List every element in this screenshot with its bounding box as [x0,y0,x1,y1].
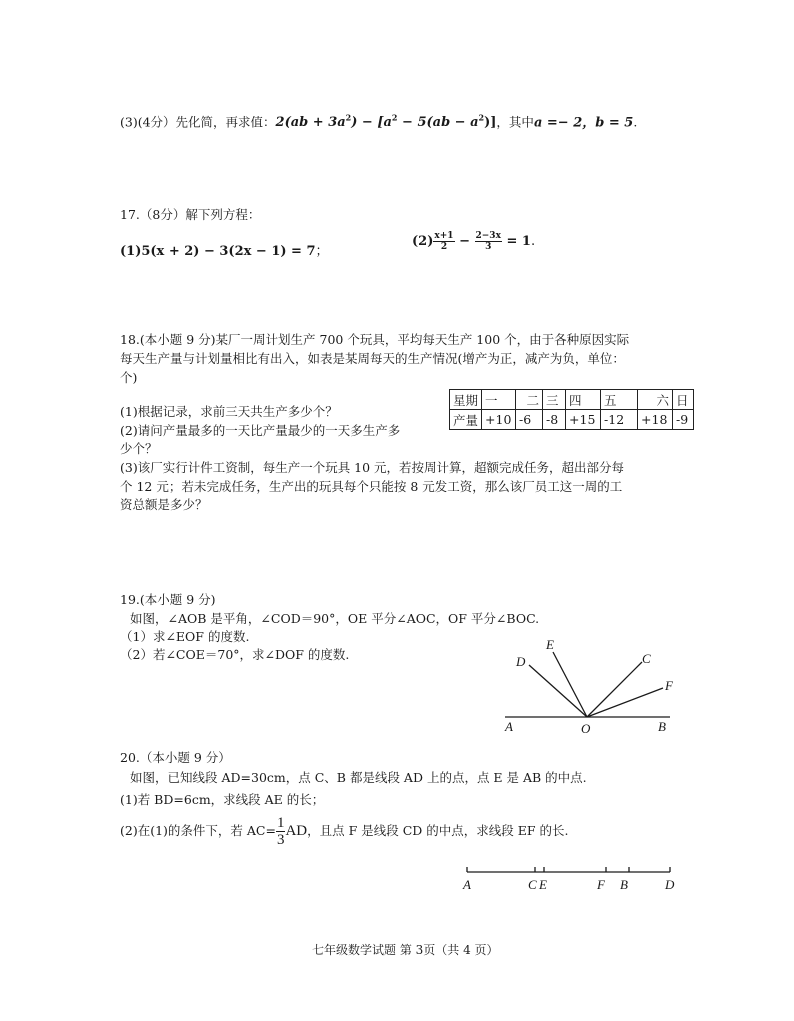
table-cell: 一 [482,390,516,410]
label-B: B [620,877,628,892]
table-cell: 四 [566,390,601,410]
table-cell: +10 [482,410,516,430]
q18-line-1: 18.(本小题 9 分)某厂一周计划生产 700 个玩具，平均每天生产 100 个，由于各种原因实际 [120,332,630,347]
label-D: D [516,654,526,669]
q17-equation-1: (1)5(x + 2) − 3(2x − 1) = 7； [120,244,329,259]
ray-OE [553,652,587,717]
q20-header: 20.（本小题 9 分） [120,750,231,765]
q16-3-expression: $2(ab + 3a^2) - [a^2 - 5(ab - a^2)]$ [275,113,497,131]
production-table [449,389,694,430]
label-A: A [463,877,471,892]
q17-fraction-2: $\frac{2-3x}{3}$ [475,231,501,252]
q16-3-prefix: (3)(4分）先化简，再求值： [120,114,276,130]
table-cell: 日 [673,390,694,410]
page-footer: 七年级数学试题 第 3页（共 4 页） [312,943,499,957]
label-B: B [658,719,666,734]
segment-figure [455,860,685,896]
table-row-days [450,390,694,410]
label-D: D [665,877,675,892]
table-cell: 六 [638,390,673,410]
table-cell: 五 [601,390,638,410]
label-F: F [665,678,673,693]
q20-line-1: 如图，已知线段 AD=30cm，点 C、B 都是线段 AD 上的点，点 E 是 AB 的中点. [130,770,587,785]
ray-OC [587,662,642,717]
table-header-output: 产量 [450,410,482,430]
q17-header: 17.（8分）解下列方程： [120,207,261,222]
label-E: E [546,637,554,652]
table-row-output [450,410,694,430]
label-A: A [505,719,513,734]
q18-sub-2b: 少个？ [120,441,158,456]
q16-3-condition: a =− 2，b = 5 [533,115,634,131]
q19-line-1: 如图，∠AOB 是平角，∠COD＝90°，OE 平分∠AOC，OF 平分∠BOC. [130,611,540,626]
q16-3-end: . [633,114,638,130]
table-cell: -8 [543,410,566,430]
q16-3-middle: ，其中 [496,114,534,130]
q20-fraction: $\frac{1}{3}$ [276,815,285,848]
table-cell: +18 [638,410,673,430]
q16-3-line [120,109,637,132]
q18-line-3: 个) [120,370,138,385]
q20-sub-1: (1)若 BD=6cm，求线段 AE 的长； [120,792,325,807]
label-C: C [642,651,651,666]
q19-sub-1: （1）求∠EOF 的度数. [120,629,250,644]
label-F: F [597,877,605,892]
q18-sub-1: (1)根据记录，求前三天共生产多少个？ [120,404,338,419]
ray-OD [529,665,587,717]
table-cell: +15 [566,410,601,430]
q18-sub-3a: (3)该厂实行计件工资制，每生产一个玩具 10 元，若按周计算，超额完成任务，超出部分每 [120,460,625,475]
q18-sub-2a: (2)请问产量最多的一天比产量最少的一天多生产多 [120,423,401,438]
table-cell: -6 [516,410,543,430]
q18-sub-3c: 资总额是多少？ [120,497,208,512]
q18-line-2: 每天生产量与计划量相比有出入，如表是某周每天的生产情况(增产为正，减产为负，单位： [120,351,625,366]
label-E: E [539,877,547,892]
table-cell: 三 [543,390,566,410]
q18-sub-3b: 个 12 元；若未完成任务，生产出的玩具每个只能按 8 元发工资，那么该厂员工这一周的工 [120,479,623,494]
q19-sub-2: （2）若∠COE＝70°，求∠DOF 的度数. [120,647,350,662]
label-C: C [528,877,537,892]
q19-header: 19.(本小题 9 分) [120,592,216,607]
table-cell: -9 [673,410,694,430]
q17-equation-2: (2) $\frac{x+1}{2}$ − $\frac{2-3x}{3}$ = 1. [412,231,536,252]
table-cell: 二 [516,390,543,410]
angle-figure [495,630,695,740]
table-header-day: 星期 [450,390,482,410]
ray-OF [587,688,663,717]
q17-fraction-1: $\frac{x+1}{2}$ [434,231,454,252]
label-O: O [581,721,591,736]
q20-sub-2: (2)在(1)的条件下，若 AC= $\frac{1}{3}$ AD，且点 F 是线段 CD 的中点，求线段 EF 的长. [120,815,569,848]
table-cell: -12 [601,410,638,430]
